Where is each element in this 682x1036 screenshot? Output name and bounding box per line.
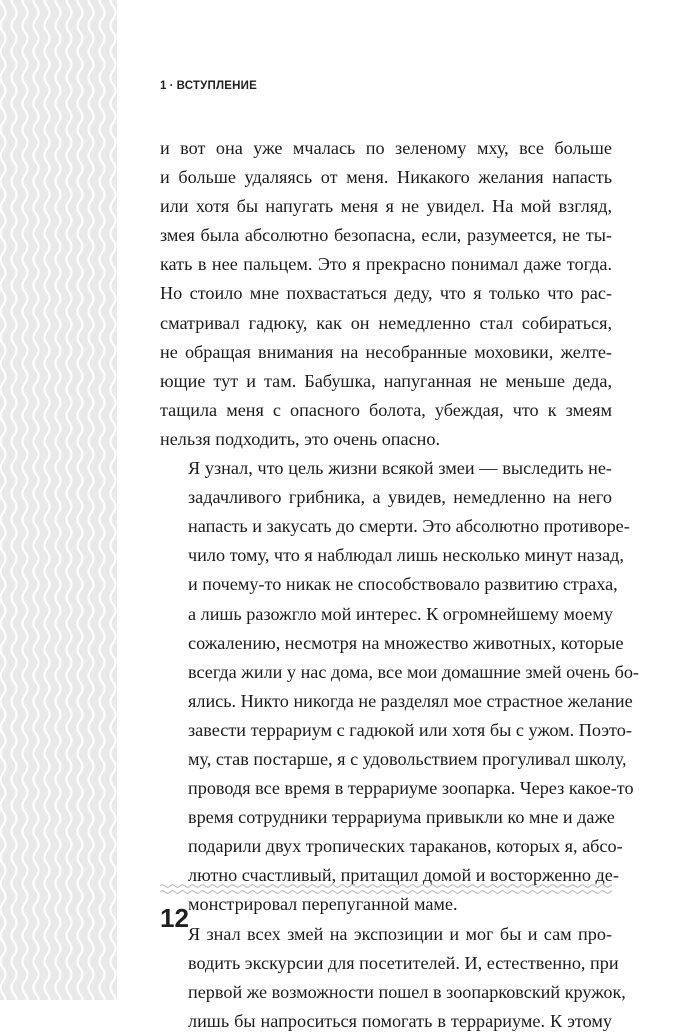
text-line: и больше удаляясь от меня. Никакого желания напасть <box>160 167 612 188</box>
paragraph <box>160 920 626 1036</box>
running-head <box>160 80 257 92</box>
text-line: змея была абсолютно безопасна, если, разумеется, не ты- <box>160 225 612 246</box>
text-line: или хотя бы напугать меня я не увидел. На мой взгляд, <box>160 196 612 217</box>
text-line: монстрировал перепуганной маме. <box>188 894 458 915</box>
text-line: задачливого грибника, а увидев, немедленно на него <box>188 487 612 508</box>
text-line: напасть и закусать до смерти. Это абсолютно противоре- <box>188 516 630 537</box>
text-line: проводя все время в террариуме зоопарка. Через какое-то <box>188 778 634 799</box>
text-line: лютно счастливый, притащил домой и восторженно де- <box>188 865 619 886</box>
running-head-separator: · <box>169 80 174 92</box>
text-line: водить экскурсии для посетителей. И, естественно, при <box>188 952 619 973</box>
paragraph <box>160 134 612 454</box>
text-line: и почему-то никак не способствовало развитию страха, <box>188 574 618 595</box>
text-line: му, став постарше, я с удовольствием прогуливал школу, <box>188 748 627 769</box>
text-line: сматривал гадюку, как он немедленно стал собираться, <box>160 312 612 333</box>
text-line: ющие тут и там. Бабушка, напуганная не меньше деда, <box>160 370 612 391</box>
text-line: ялись. Никто никогда не разделял мое страстное желание <box>188 690 633 711</box>
text-line: чило тому, что я наблюдал лишь несколько минут назад, <box>188 545 624 566</box>
text-line: всегда жили у нас дома, все мои домашние змей очень бо- <box>188 661 639 682</box>
text-line: подарили двух тропических тараканов, которых я, абсо- <box>188 836 623 857</box>
text-line: завести террариум с гадюкой или хотя бы с ужом. Поэто- <box>188 719 632 740</box>
chapter-number: 1 <box>160 80 167 92</box>
text-line: лишь бы напроситься помогать в террариуме. К этому <box>188 1010 612 1031</box>
decorative-wave-border <box>0 0 117 1000</box>
text-line: первой же возможности пошел в зоопарковский кружок, <box>188 981 626 1002</box>
text-line: и вот она уже мчалась по зеленому мху, все больше <box>160 138 612 158</box>
text-line: Я узнал, что цель жизни всякой змеи — выследить не- <box>188 458 612 479</box>
body-text <box>160 134 639 1036</box>
text-line: время сотрудники террариума привыкли ко мне и даже <box>188 807 615 828</box>
paragraph <box>160 454 639 920</box>
text-line: Я знал всех змей на экспозиции и мог бы и сам про- <box>188 923 612 944</box>
text-line: кать в нее пальцем. Это я прекрасно понимал даже тогда. <box>160 254 612 275</box>
page-number: 12 <box>160 903 189 933</box>
text-line: сожалению, несмотря на множество животных, которые <box>188 632 624 653</box>
footer-wave-rule <box>160 883 612 895</box>
text-line: тащила меня с опасного болота, убеждая, что к змеям <box>160 399 612 420</box>
text-line: Но стоило мне похвастаться деду, что я только что рас- <box>160 283 612 304</box>
text-line: нельзя подходить, это очень опасно. <box>160 428 441 449</box>
text-line: не обращая внимания на несобранные моховики, желте- <box>160 341 612 362</box>
text-line: а лишь разожгло мой интерес. К огромнейшему моему <box>188 603 613 624</box>
chapter-title: ВСТУПЛЕНИЕ <box>176 80 257 92</box>
